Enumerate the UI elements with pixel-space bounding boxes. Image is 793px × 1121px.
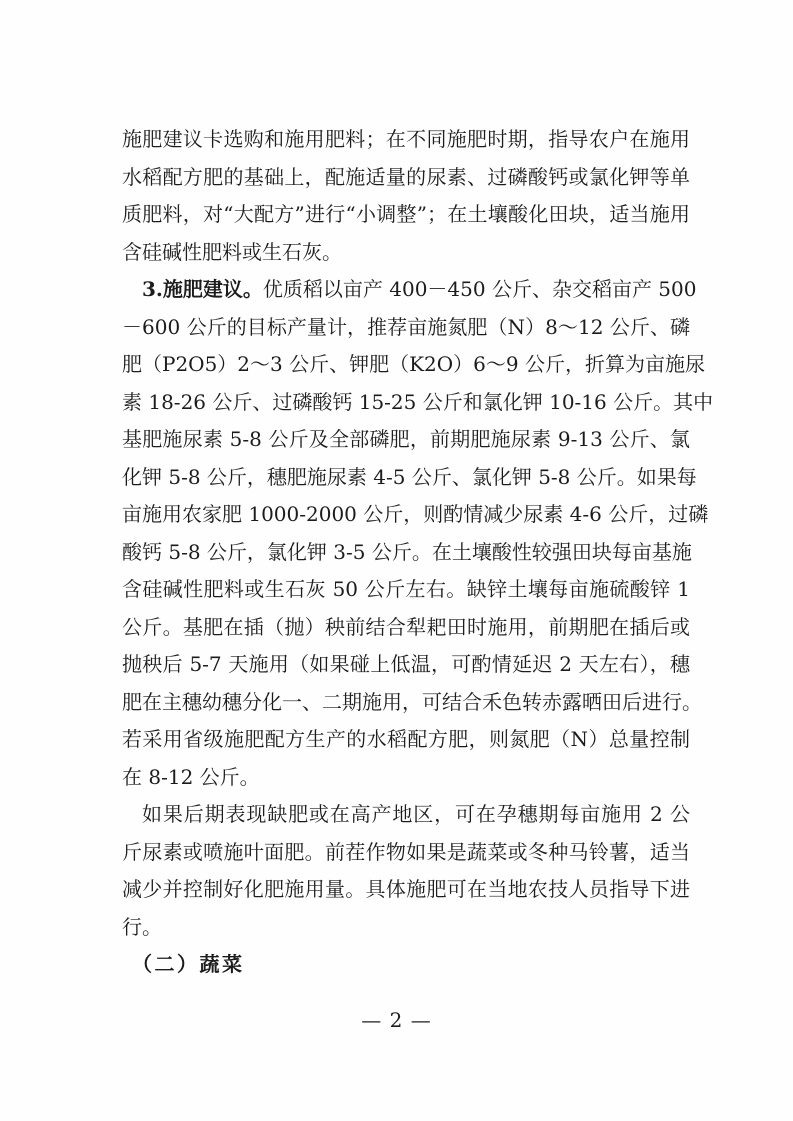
para-1-line-2: 水稻配方肥的基础上，配施适量的尿素、过磷酸钙或氯化钾等单 [122,164,690,189]
para-2-line-8: 酸钙 5-8 公斤，氯化钾 3-5 公斤。在土壤酸性较强田块每亩基施 [122,539,692,564]
para-2-line-11: 抛秧后 5-7 天施用（如果碰上低温，可酌情延迟 2 天左右），穗 [122,652,690,676]
para-2-lead-heading: 3.施肥建议。 [142,277,263,301]
body-text-column [122,121,714,984]
para-2-line-1 [122,271,697,309]
page-number: — 2 — [361,1008,432,1032]
para-2-line-7: 亩施用农家肥 1000-2000 公斤，则酌情减少尿素 4-6 公斤，过磷 [122,502,709,526]
para-2-line-14: 在 8-12 公斤。 [122,764,260,789]
para-2-line-1-text: 优质稻以亩产 400－450 公斤、杂交稻亩产 500 [262,277,697,301]
para-1-line-4: 含硅碱性肥料或生石灰。 [122,239,342,264]
para-1-line-3: 质肥料，对“大配方”进行“小调整”；在土壤酸化田块，适当施用 [122,202,690,226]
para-3-line-1: 如果后期表现缺肥或在高产地区，可在孕穗期每亩施用 2 公 [142,802,690,826]
para-2-line-6: 化钾 5-8 公斤，穗肥施尿素 4-5 公斤、氯化钾 5-8 公斤。如果每 [122,464,697,489]
paragraph-2 [122,271,714,796]
para-3-line-3: 减少并控制好化肥施用量。具体施肥可在当地农技人员指导下进 [122,877,690,901]
para-2-line-3: 肥（P2O5）2～3 公斤、钾肥（K2O）6～9 公斤，折算为亩施尿 [122,352,705,376]
para-2-line-10: 公斤。基肥在插（抛）秧前结合犁耙田时施用，前期肥在插后或 [122,614,690,639]
para-1-line-1: 施肥建议卡选购和施用肥料；在不同施肥时期，指导农户在施用 [122,127,690,151]
para-2-line-5: 基肥施尿素 5-8 公斤及全部磷肥，前期肥施尿素 9-13 公斤、氯 [122,427,690,451]
para-2-line-4: 素 18-26 公斤、过磷酸钙 15-25 公斤和氯化钾 10-16 公斤。其中 [122,389,714,414]
para-2-line-2: －600 公斤的目标产量计，推荐亩施氮肥（N）8～12 公斤、磷 [122,314,690,339]
section-heading: （二）蔬菜 [132,952,245,976]
para-2-line-9: 含硅碱性肥料或生石灰 50 公斤左右。缺锌土壤每亩施硫酸锌 1 [122,577,690,601]
para-2-line-13: 若采用省级施肥配方生产的水稻配方肥，则氮肥（N）总量控制 [122,727,690,751]
paragraph-1 [122,121,690,271]
paragraph-3 [122,796,690,946]
para-3-line-2: 斤尿素或喷施叶面肥。前茬作物如果是蔬菜或冬种马铃薯，适当 [122,839,690,864]
para-2-line-12: 肥在主穗幼穗分化一、二期施用，可结合禾色转赤露晒田后进行。 [122,689,702,714]
para-3-line-4: 行。 [122,914,162,939]
